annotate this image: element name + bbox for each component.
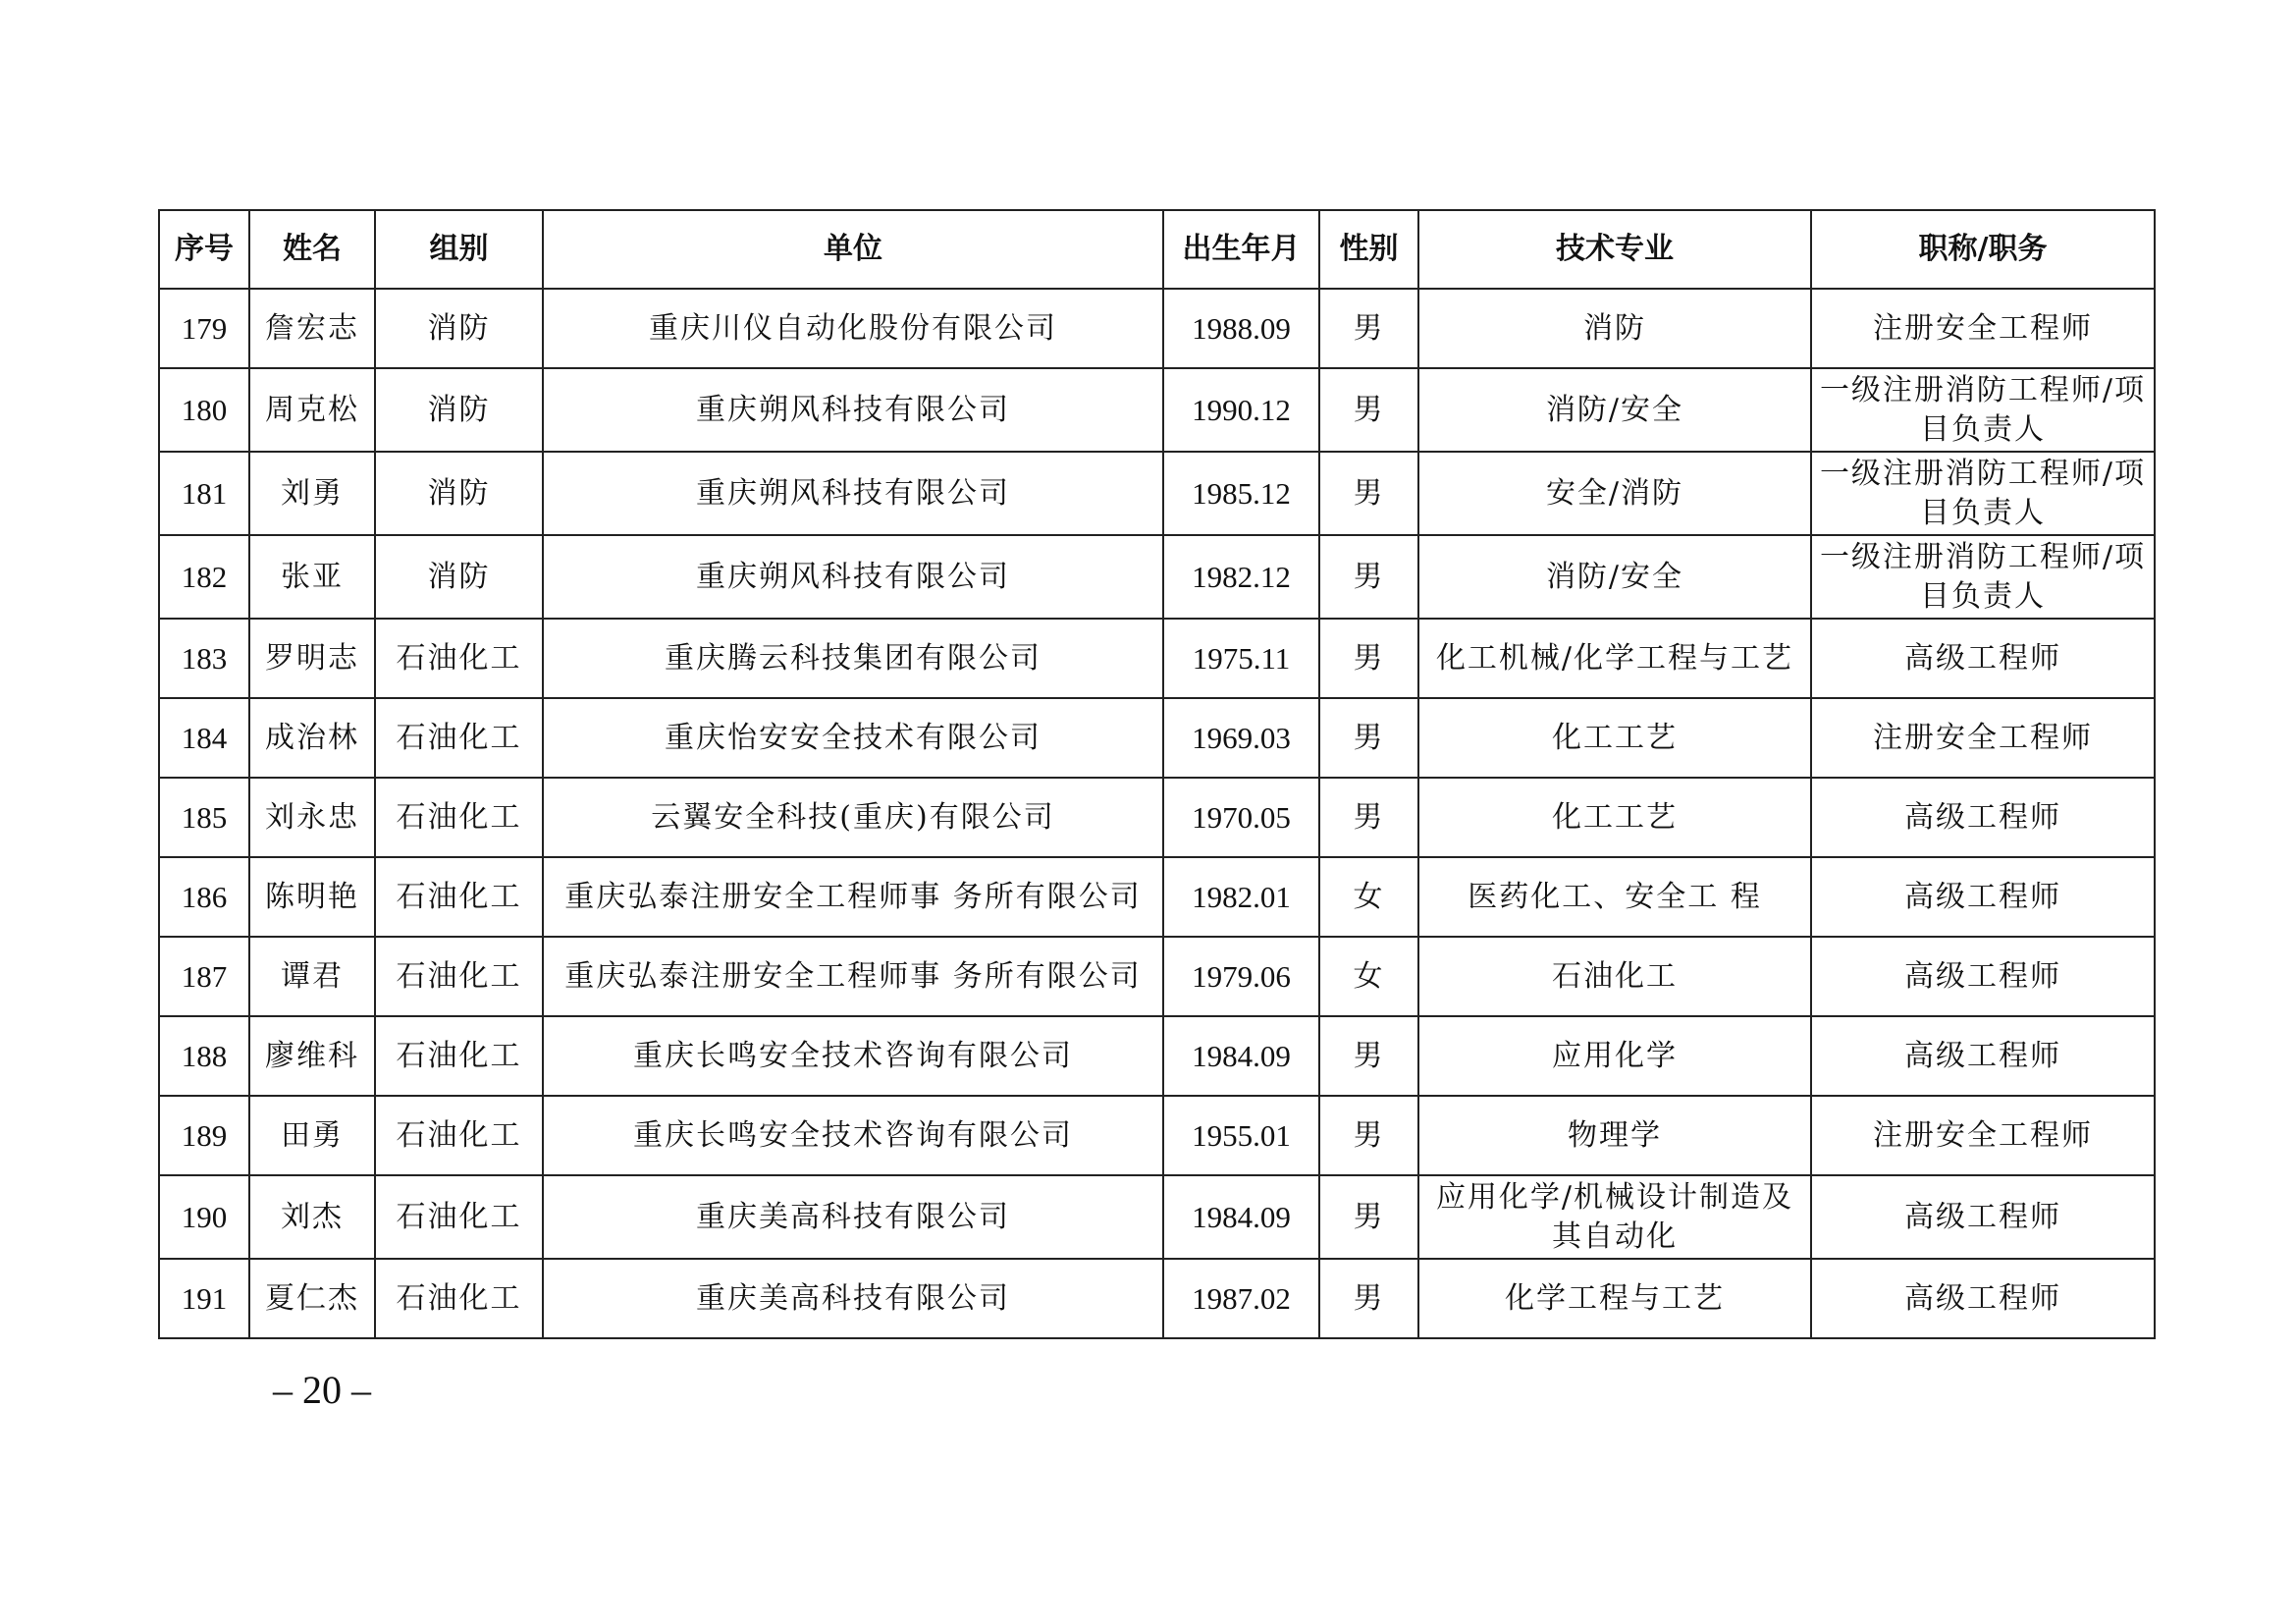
cell-birth-date: 1985.12 <box>1163 452 1319 535</box>
cell-organization: 重庆朔风科技有限公司 <box>543 368 1163 452</box>
table-row <box>159 937 2155 1016</box>
table-body <box>159 289 2155 1338</box>
cell-index: 183 <box>159 619 249 698</box>
cell-index: 189 <box>159 1096 249 1175</box>
cell-name: 罗明志 <box>249 619 375 698</box>
cell-name: 刘勇 <box>249 452 375 535</box>
cell-gender: 男 <box>1319 535 1418 619</box>
cell-name: 成治林 <box>249 698 375 778</box>
cell-index: 187 <box>159 937 249 1016</box>
header-group: 组别 <box>375 210 543 289</box>
cell-organization: 重庆弘泰注册安全工程师事 务所有限公司 <box>543 857 1163 937</box>
cell-organization: 重庆弘泰注册安全工程师事 务所有限公司 <box>543 937 1163 1016</box>
cell-specialty: 消防/安全 <box>1418 535 1811 619</box>
cell-organization: 重庆美高科技有限公司 <box>543 1175 1163 1259</box>
table-row <box>159 778 2155 857</box>
cell-name: 夏仁杰 <box>249 1259 375 1338</box>
cell-gender: 男 <box>1319 1096 1418 1175</box>
cell-organization: 重庆川仪自动化股份有限公司 <box>543 289 1163 368</box>
cell-birth-date: 1988.09 <box>1163 289 1319 368</box>
cell-title: 注册安全工程师 <box>1811 698 2155 778</box>
cell-title: 高级工程师 <box>1811 619 2155 698</box>
cell-name: 刘杰 <box>249 1175 375 1259</box>
cell-name: 詹宏志 <box>249 289 375 368</box>
table-row <box>159 1096 2155 1175</box>
cell-group: 石油化工 <box>375 1259 543 1338</box>
table-row <box>159 452 2155 535</box>
cell-gender: 女 <box>1319 857 1418 937</box>
cell-specialty: 应用化学/机械设计制造及其自动化 <box>1418 1175 1811 1259</box>
cell-birth-date: 1987.02 <box>1163 1259 1319 1338</box>
header-index: 序号 <box>159 210 249 289</box>
cell-group: 石油化工 <box>375 857 543 937</box>
cell-gender: 男 <box>1319 452 1418 535</box>
cell-specialty: 物理学 <box>1418 1096 1811 1175</box>
cell-index: 180 <box>159 368 249 452</box>
cell-birth-date: 1969.03 <box>1163 698 1319 778</box>
table-row <box>159 1016 2155 1096</box>
cell-name: 张亚 <box>249 535 375 619</box>
cell-title: 一级注册消防工程师/项目负责人 <box>1811 368 2155 452</box>
cell-group: 石油化工 <box>375 1096 543 1175</box>
cell-group: 消防 <box>375 368 543 452</box>
cell-index: 179 <box>159 289 249 368</box>
cell-index: 181 <box>159 452 249 535</box>
cell-group: 石油化工 <box>375 778 543 857</box>
header-birth-date: 出生年月 <box>1163 210 1319 289</box>
cell-gender: 男 <box>1319 619 1418 698</box>
cell-title: 高级工程师 <box>1811 1259 2155 1338</box>
cell-organization: 重庆长鸣安全技术咨询有限公司 <box>543 1096 1163 1175</box>
table-row <box>159 698 2155 778</box>
cell-gender: 男 <box>1319 1175 1418 1259</box>
cell-birth-date: 1984.09 <box>1163 1175 1319 1259</box>
cell-specialty: 应用化学 <box>1418 1016 1811 1096</box>
cell-organization: 重庆朔风科技有限公司 <box>543 535 1163 619</box>
cell-index: 185 <box>159 778 249 857</box>
cell-gender: 男 <box>1319 778 1418 857</box>
cell-title: 一级注册消防工程师/项目负责人 <box>1811 535 2155 619</box>
cell-gender: 男 <box>1319 289 1418 368</box>
table-row <box>159 368 2155 452</box>
cell-birth-date: 1979.06 <box>1163 937 1319 1016</box>
cell-name: 田勇 <box>249 1096 375 1175</box>
cell-gender: 男 <box>1319 1016 1418 1096</box>
header-name: 姓名 <box>249 210 375 289</box>
cell-gender: 男 <box>1319 368 1418 452</box>
cell-index: 184 <box>159 698 249 778</box>
table-row <box>159 1175 2155 1259</box>
cell-title: 高级工程师 <box>1811 1175 2155 1259</box>
table-row <box>159 857 2155 937</box>
header-title: 职称/职务 <box>1811 210 2155 289</box>
cell-group: 消防 <box>375 289 543 368</box>
cell-organization: 重庆长鸣安全技术咨询有限公司 <box>543 1016 1163 1096</box>
cell-birth-date: 1984.09 <box>1163 1016 1319 1096</box>
cell-specialty: 消防/安全 <box>1418 368 1811 452</box>
cell-name: 谭君 <box>249 937 375 1016</box>
cell-group: 消防 <box>375 452 543 535</box>
cell-title: 高级工程师 <box>1811 937 2155 1016</box>
cell-index: 190 <box>159 1175 249 1259</box>
cell-title: 注册安全工程师 <box>1811 289 2155 368</box>
roster-table <box>158 209 2156 1339</box>
cell-group: 消防 <box>375 535 543 619</box>
cell-birth-date: 1970.05 <box>1163 778 1319 857</box>
cell-title: 注册安全工程师 <box>1811 1096 2155 1175</box>
cell-organization: 云翼安全科技(重庆)有限公司 <box>543 778 1163 857</box>
table-row <box>159 1259 2155 1338</box>
cell-organization: 重庆腾云科技集团有限公司 <box>543 619 1163 698</box>
cell-group: 石油化工 <box>375 1175 543 1259</box>
table-row <box>159 619 2155 698</box>
cell-birth-date: 1975.11 <box>1163 619 1319 698</box>
cell-name: 周克松 <box>249 368 375 452</box>
cell-birth-date: 1982.12 <box>1163 535 1319 619</box>
cell-specialty: 消防 <box>1418 289 1811 368</box>
header-organization: 单位 <box>543 210 1163 289</box>
cell-title: 一级注册消防工程师/项目负责人 <box>1811 452 2155 535</box>
header-gender: 性别 <box>1319 210 1418 289</box>
cell-gender: 男 <box>1319 1259 1418 1338</box>
cell-specialty: 化工机械/化学工程与工艺 <box>1418 619 1811 698</box>
cell-index: 188 <box>159 1016 249 1096</box>
cell-index: 191 <box>159 1259 249 1338</box>
cell-specialty: 化学工程与工艺 <box>1418 1259 1811 1338</box>
table-header-row <box>159 210 2155 289</box>
cell-organization: 重庆怡安安全技术有限公司 <box>543 698 1163 778</box>
cell-organization: 重庆美高科技有限公司 <box>543 1259 1163 1338</box>
cell-name: 陈明艳 <box>249 857 375 937</box>
table-row <box>159 535 2155 619</box>
cell-title: 高级工程师 <box>1811 778 2155 857</box>
page-number: – 20 – <box>273 1368 371 1412</box>
cell-specialty: 化工工艺 <box>1418 698 1811 778</box>
cell-birth-date: 1990.12 <box>1163 368 1319 452</box>
cell-title: 高级工程师 <box>1811 857 2155 937</box>
cell-group: 石油化工 <box>375 937 543 1016</box>
cell-birth-date: 1955.01 <box>1163 1096 1319 1175</box>
cell-index: 186 <box>159 857 249 937</box>
cell-gender: 男 <box>1319 698 1418 778</box>
header-specialty: 技术专业 <box>1418 210 1811 289</box>
cell-specialty: 化工工艺 <box>1418 778 1811 857</box>
cell-group: 石油化工 <box>375 619 543 698</box>
cell-title: 高级工程师 <box>1811 1016 2155 1096</box>
cell-specialty: 医药化工、安全工 程 <box>1418 857 1811 937</box>
cell-birth-date: 1982.01 <box>1163 857 1319 937</box>
cell-index: 182 <box>159 535 249 619</box>
cell-organization: 重庆朔风科技有限公司 <box>543 452 1163 535</box>
table-row <box>159 289 2155 368</box>
cell-name: 刘永忠 <box>249 778 375 857</box>
cell-name: 廖维科 <box>249 1016 375 1096</box>
cell-group: 石油化工 <box>375 698 543 778</box>
cell-group: 石油化工 <box>375 1016 543 1096</box>
cell-specialty: 安全/消防 <box>1418 452 1811 535</box>
cell-gender: 女 <box>1319 937 1418 1016</box>
cell-specialty: 石油化工 <box>1418 937 1811 1016</box>
